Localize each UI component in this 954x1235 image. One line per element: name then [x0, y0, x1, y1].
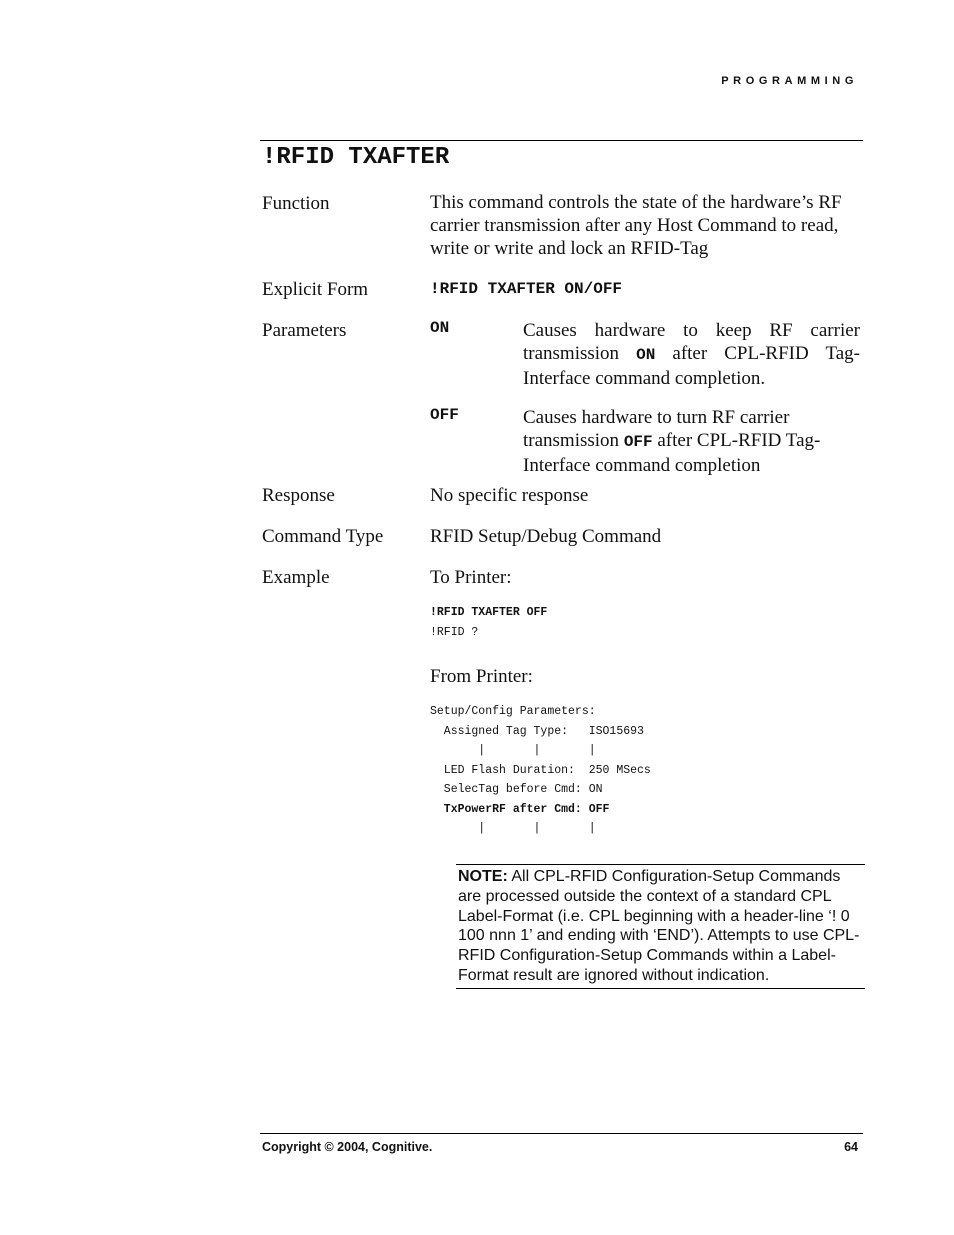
note-label: NOTE:: [458, 868, 508, 885]
param-off-key: OFF: [430, 406, 459, 424]
param-off-desc-code: OFF: [623, 433, 653, 451]
command-type-value: RFID Setup/Debug Command: [430, 526, 662, 547]
function-text: This command controls the state of the hardware’s RF carrier transmission after any Host Command to read, write or write and lock an RFID-Tag: [430, 192, 842, 259]
response-value: No specific response: [430, 485, 589, 506]
to-printer-code: [430, 603, 547, 642]
code-line: Assigned Tag Type: ISO15693: [430, 724, 644, 738]
function-label: Function: [262, 193, 330, 214]
parameters-label: Parameters: [262, 320, 347, 341]
explicit-form-value: !RFID TXAFTER ON/OFF: [430, 280, 623, 298]
param-on-desc-after: after CPL-RFID Tag-Interface command completion.: [523, 343, 860, 389]
to-printer-label: To Printer:: [430, 567, 512, 588]
param-on-desc-before: Causes hardware to keep RF carrier transmission: [523, 320, 860, 364]
code-line: SelecTag before Cmd: ON: [430, 783, 603, 796]
running-head: PROGRAMMING: [721, 75, 858, 87]
command-type-label: Command Type: [262, 526, 384, 547]
param-off-desc-after: after CPL-RFID Tag-Interface command completion: [523, 430, 821, 476]
code-line: LED Flash Duration: 250 MSecs: [430, 763, 651, 777]
note-box: [456, 864, 865, 989]
page-number: 64: [844, 1140, 858, 1154]
param-off-desc-before: Causes hardware to turn RF carrier transmission: [523, 407, 790, 451]
code-line: TxPowerRF after Cmd: OFF: [430, 802, 610, 816]
footer-rule: [260, 1133, 863, 1134]
explicit-form-label: Explicit Form: [262, 279, 369, 300]
code-line: Setup/Config Parameters:: [430, 705, 596, 718]
param-off-desc: [523, 406, 860, 477]
param-on-desc-code: ON: [636, 346, 656, 364]
response-label: Response: [262, 485, 335, 506]
param-on-key: ON: [430, 319, 450, 337]
from-printer-code: [430, 702, 651, 839]
param-on-desc: [523, 319, 860, 390]
code-line: !RFID ?: [430, 625, 479, 639]
footer-copyright: Copyright © 2004, Cognitive.: [262, 1140, 433, 1154]
note-text: All CPL-RFID Configuration-Setup Commands are processed outside the context of a standard CPL Label-Format (i.e. CPL beginning with a header-line ‘! 0 100 nnn 1’ and ending with ‘END’). Attempts to use CPL-RFID Configuration-Setup Commands within a Label-Format result are ignored without indication.: [458, 868, 860, 984]
code-line: | | |: [430, 744, 596, 757]
code-line: !RFID TXAFTER OFF: [430, 606, 548, 619]
page-title: !RFID TXAFTER: [262, 144, 450, 171]
example-label: Example: [262, 567, 330, 588]
code-line: | | |: [430, 822, 596, 835]
title-rule: [260, 140, 863, 141]
from-printer-label: From Printer:: [430, 666, 533, 687]
